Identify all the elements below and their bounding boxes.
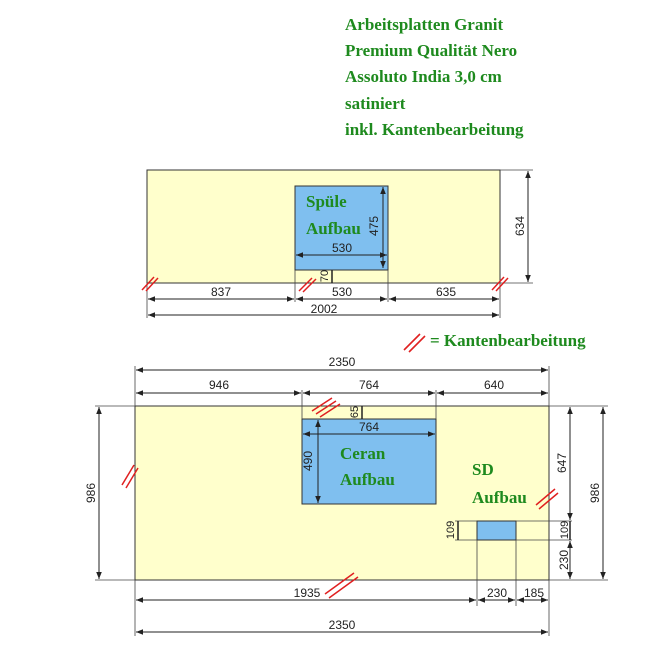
cooktop-label-line-1: Ceran xyxy=(340,444,386,463)
dim-depth: 634 xyxy=(513,215,527,237)
plate-1 xyxy=(142,170,533,318)
sd-cutout xyxy=(477,521,516,540)
plate-2 xyxy=(84,355,608,636)
dim-cut-width: 530 xyxy=(331,285,353,299)
cooktop-label-line-2: Aufbau xyxy=(340,470,395,489)
title-line-4: satiniert xyxy=(345,93,406,113)
dim-left: 837 xyxy=(210,285,232,299)
dim-sd-height-right: 109 xyxy=(559,520,571,540)
dim-depth-left: 986 xyxy=(84,482,98,504)
dim-cut-height: 475 xyxy=(367,215,381,237)
dim-cut-width: 764 xyxy=(358,378,380,392)
dim-sd-right: 185 xyxy=(523,586,545,600)
dim-cut-width-inner: 530 xyxy=(331,241,353,255)
edge-legend-text: = Kantenbearbeitung xyxy=(430,331,586,350)
dim-left: 946 xyxy=(208,378,230,392)
dim-bottom-total: 2350 xyxy=(328,618,356,632)
dim-sd-back-offset: 647 xyxy=(555,452,569,474)
dim-front-offset: 70 xyxy=(319,269,331,283)
sd-label-line-1: SD xyxy=(472,460,494,479)
dim-right: 635 xyxy=(435,285,457,299)
title-line-1: Arbeitsplatten Granit xyxy=(345,15,504,34)
dim-bottom-left: 1935 xyxy=(293,586,321,600)
dim-total: 2002 xyxy=(310,302,338,316)
dim-sd-width: 230 xyxy=(486,586,508,600)
dim-sd-height-left: 109 xyxy=(445,520,457,540)
title-line-3: Assoluto India 3,0 cm xyxy=(345,67,502,87)
dim-right: 640 xyxy=(483,378,505,392)
dim-sd-front: 230 xyxy=(557,549,571,571)
title-line-5: inkl. Kantenbearbeitung xyxy=(345,119,524,139)
sink-label-line-2: Aufbau xyxy=(306,219,361,238)
dim-cut-width-inner: 764 xyxy=(358,420,380,434)
sd-label-line-2: Aufbau xyxy=(472,488,527,507)
sink-label-line-1: Spüle xyxy=(306,192,347,211)
dim-back-offset: 65 xyxy=(349,405,361,419)
dim-top-total: 2350 xyxy=(328,355,356,369)
edge-mark-icon xyxy=(402,330,430,354)
dim-depth-right: 986 xyxy=(588,482,602,504)
title-line-2: Premium Qualität Nero xyxy=(345,41,518,61)
dim-cut-height: 490 xyxy=(301,450,315,472)
